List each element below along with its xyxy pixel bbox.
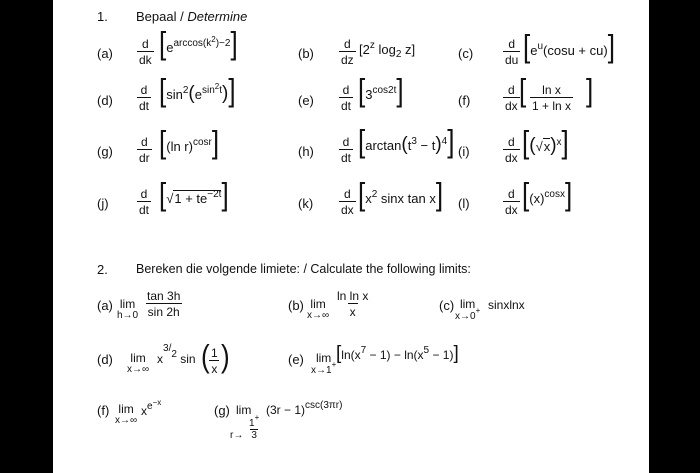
limit-g-under: r→ [230,430,244,441]
q1-label-g: (g) [97,144,113,159]
q2-label-a: (a) [97,298,113,313]
expr-a: $[e^{arccos(k^2)-2}]$ [159,25,238,61]
expr-g: [(ln r)$^{cosr}$] [159,124,220,160]
limit-f-expr: $x^{e^{-x}}$ [141,398,162,418]
derivative-operator-h: $\frac{d}{dt}$ [341,135,352,165]
q1-label-h: (h) [298,144,314,159]
q2-label-b: (b) [288,298,304,313]
derivative-operator-d: $\frac{d}{dt}$ [139,83,150,113]
limit-c: lim x→0+ [455,297,481,322]
q1-label-d: (d) [97,93,113,108]
q1-label-i: (i) [458,144,470,159]
limit-d-expr: x3/2 sin [157,343,196,366]
limit-f: lim x→∞ [115,402,138,426]
worksheet-page [53,0,649,473]
expr-f-bracket-right: ] [586,72,594,108]
limit-d-paren-close: ) [221,338,230,374]
limit-g-lim: lim [236,403,252,417]
derivative-operator-b: $\frac{d}{dz}$ [341,37,354,67]
limit-d-paren: ( [201,338,210,374]
derivative-operator-i: $\frac{d}{dx}$ [505,135,518,165]
q2-label-c: (c) [439,298,455,313]
q2-label-f: (f) [97,403,110,418]
expr-f-fraction: $\frac{\text{ln x}}{\text{1 + ln x}}$ [532,83,572,113]
expr-e: $[3^{cos2t}]$ [358,72,404,108]
limit-a: lim h→0 [117,297,139,321]
expr-b: [2$^z$ $\log_2 z$] [359,40,416,60]
q1-label-e: (e) [298,93,314,108]
q1-label-a: (a) [97,46,113,61]
expr-j: $[√1 + te^{-2t}]$ [159,176,229,212]
expr-l: $[(x)^{cosx}]$ [522,176,573,212]
limit-e-expr: $[\ln(x^7 - 1) - \ln(x^5 - 1)]$ [336,343,459,364]
limit-g-under-fraction: 1+ 3 [249,413,260,441]
q1-label-k: (k) [298,196,314,211]
derivative-operator-g: $\frac{d}{dr}$ [139,135,150,165]
expr-c: $[e^u(\cos u + cu)]$ [523,28,615,64]
q1-label-c: (c) [458,46,474,61]
expr-f-bracket-left: [ [519,72,527,108]
q1-heading: Bepaal / Determine [136,9,248,24]
q2-label-e: (e) [288,352,304,367]
limit-g-expr: $(3r - 1)^{csc(3\pi r)}$ [266,400,343,417]
derivative-operator-l: $\frac{d}{dx}$ [505,187,518,217]
derivative-operator-k: $\frac{d}{dx}$ [341,187,354,217]
expr-k: [$x^2$ sinx tan x] [358,176,444,212]
limit-a-fraction: $\frac{\tan 3h}{\sin 2h}$ [147,289,181,319]
limit-c-expr: sinxlnx [488,298,525,312]
expr-d: $[\sin^2(e^{sin^2t})]$ [159,72,236,108]
q2-label-g: (g) [214,403,230,418]
expr-h: $[\arctan(t^3 - t)^4]$ [358,123,455,159]
derivative-operator-f: $\frac{d}{dx}$ [505,83,518,113]
limit-b: lim x→∞ [307,297,330,321]
q2-number: 2. [97,262,108,277]
limit-b-fraction: $\frac{\text{ln ln x}}{x}$ [337,289,369,319]
derivative-operator-a: $\frac{d}{dk}$ [139,37,152,67]
q1-label-j: (j) [97,196,109,211]
limit-d: lim x→∞ [127,351,150,375]
q1-number: 1. [97,9,108,24]
q2-heading: Bereken die volgende limiete: / Calculate the following limits: [136,262,471,276]
q1-label-b: (b) [298,46,314,61]
limit-d-fraction: $\frac{1}{x}$ [211,346,218,376]
expr-i: $[(√x)^x]$ [522,124,569,160]
derivative-operator-c: $\frac{d}{du}$ [505,37,519,67]
limit-e: lim x→1+ [311,351,337,376]
q1-label-l: (l) [458,196,470,211]
derivative-operator-e: $\frac{d}{dt}$ [341,83,352,113]
derivative-operator-j: $\frac{d}{dt}$ [139,187,150,217]
q2-label-d: (d) [97,352,113,367]
q1-label-f: (f) [458,93,471,108]
